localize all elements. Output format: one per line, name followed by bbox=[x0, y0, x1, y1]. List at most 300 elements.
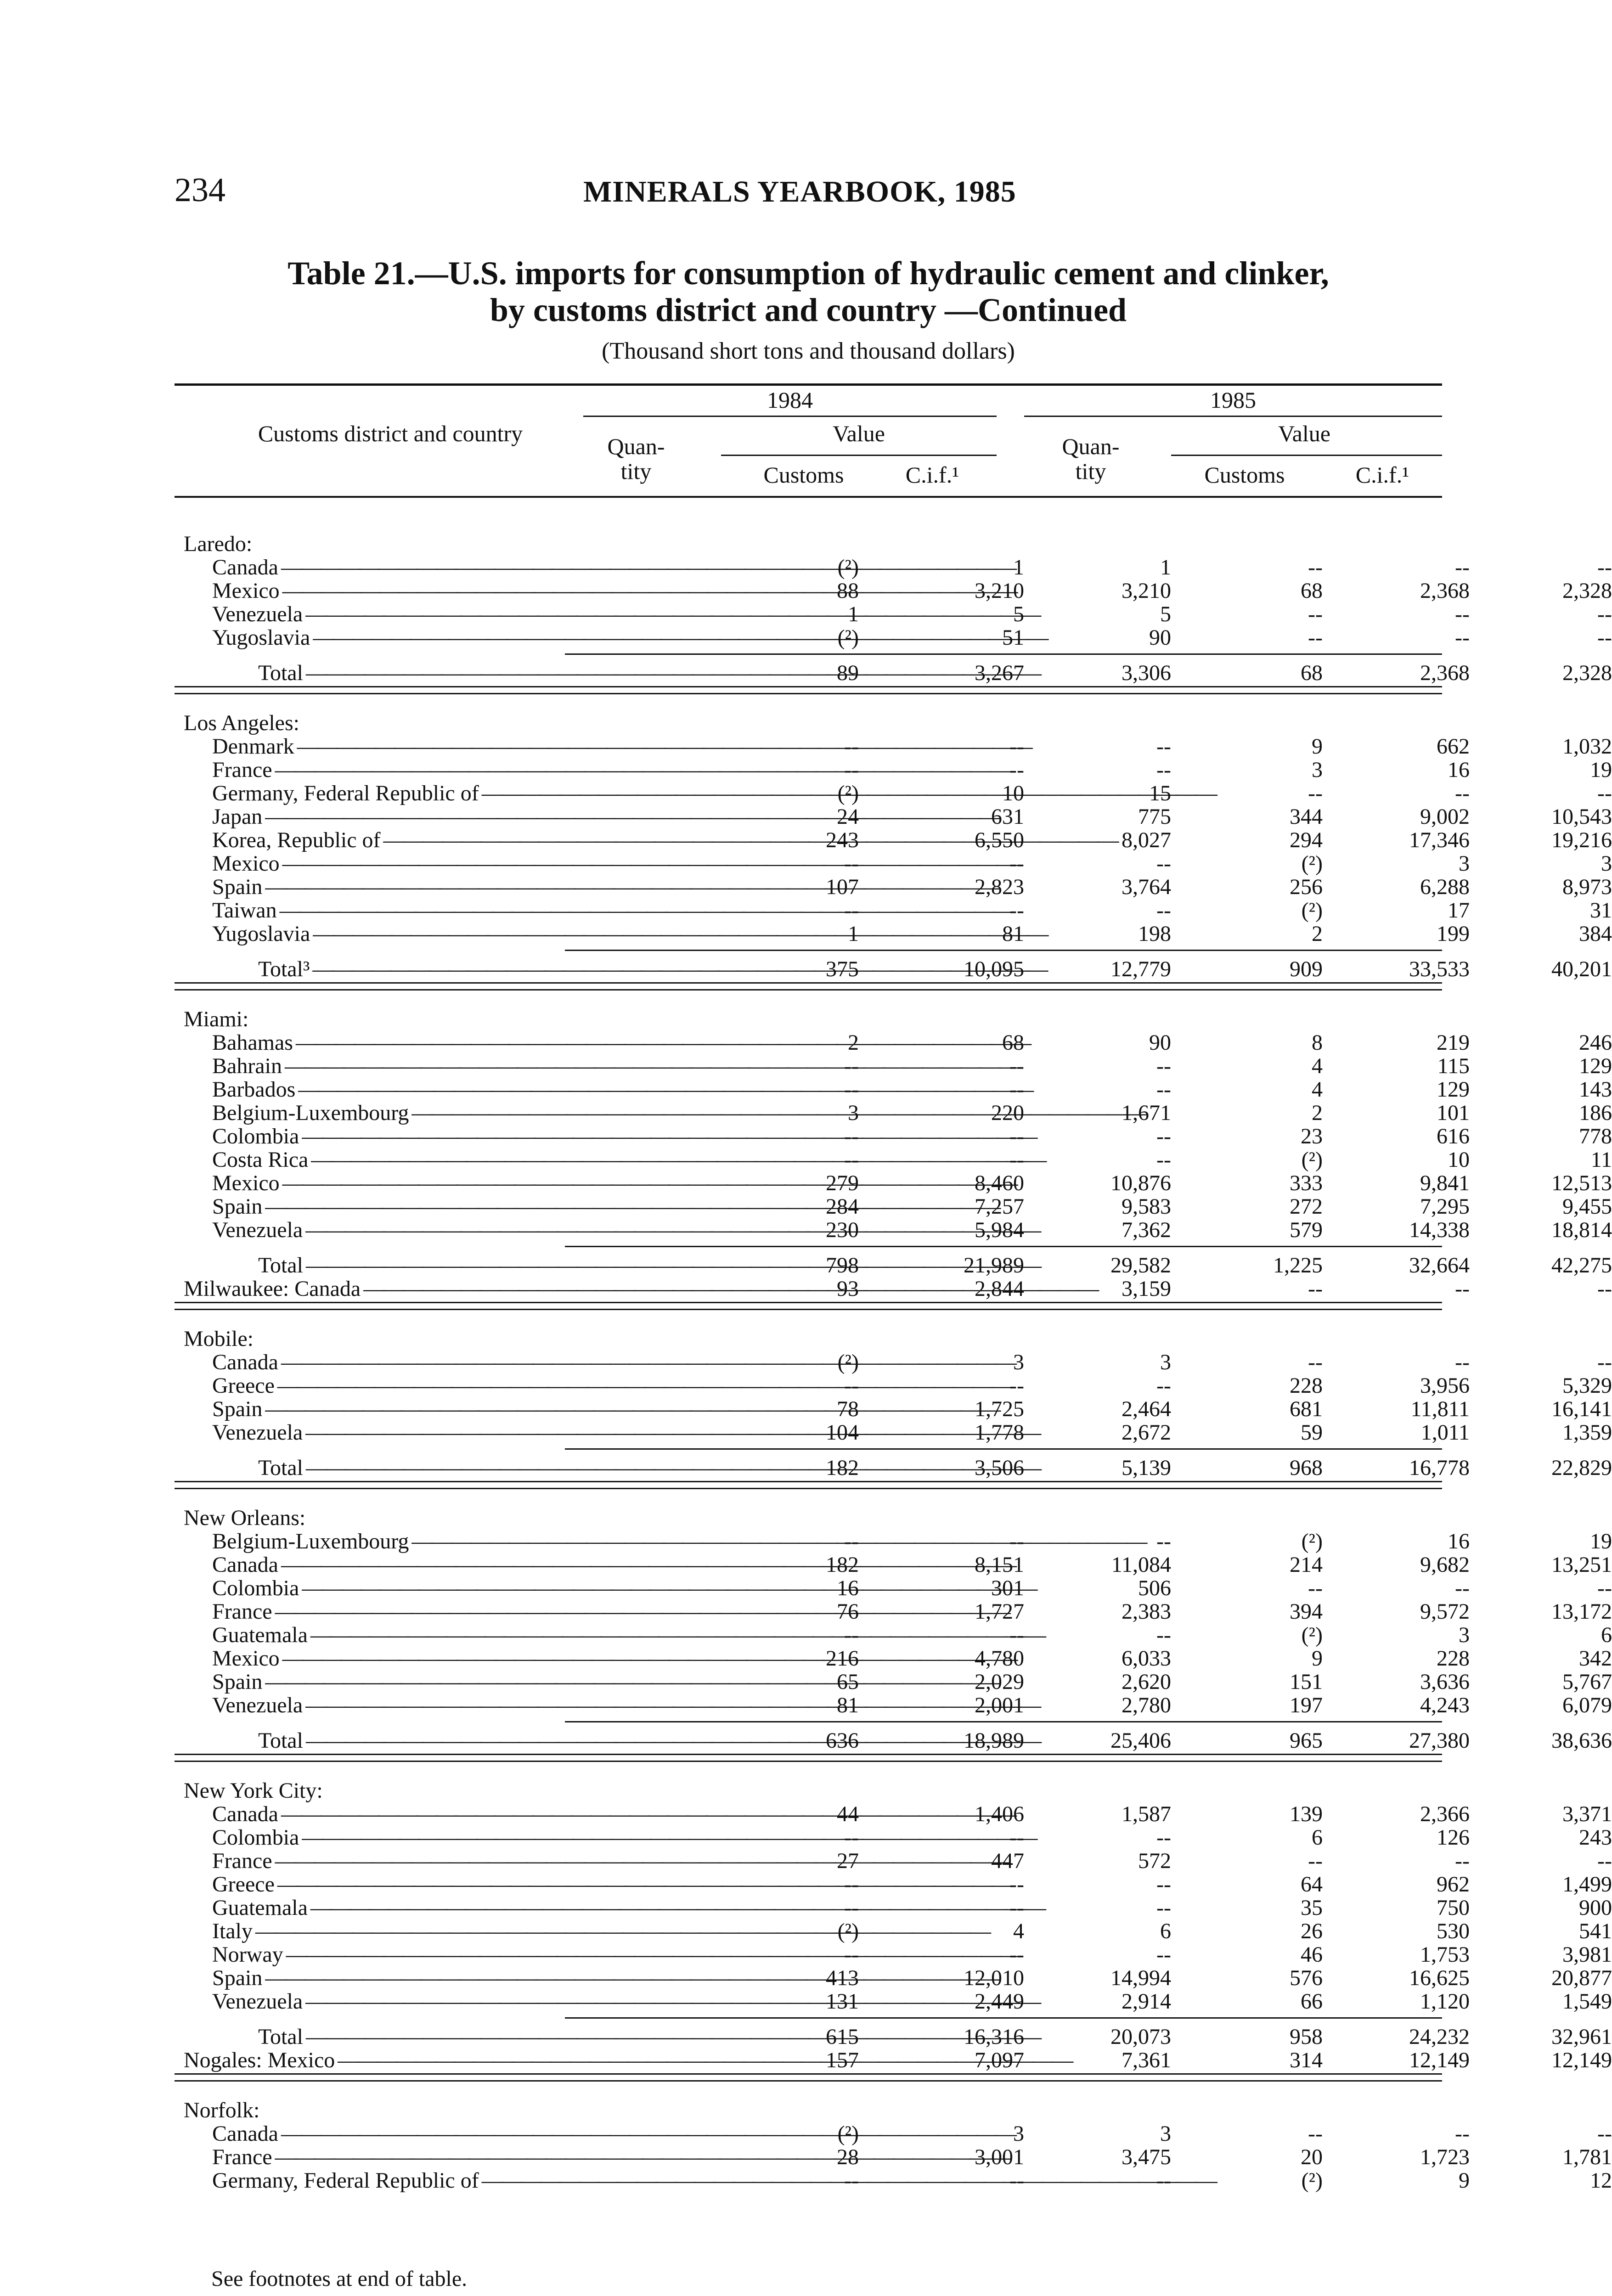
cell-customs-1984: 18,989 bbox=[964, 1728, 1024, 1753]
row-label: Venezuela ————— bbox=[212, 1219, 598, 1242]
total-row bbox=[175, 957, 1612, 981]
cell-cif-1984: 11,084 bbox=[1111, 1553, 1171, 1577]
row-label: Canada ————— bbox=[212, 1803, 598, 1826]
cell-qty-1985: 576 bbox=[1290, 1966, 1323, 1990]
cell-qty-1985: 968 bbox=[1290, 1456, 1323, 1480]
cell-cif-1985: 19 bbox=[1590, 1529, 1612, 1553]
cell-cif-1985: 16,141 bbox=[1551, 1397, 1612, 1421]
table-row bbox=[175, 2145, 1612, 2169]
district-heading-row bbox=[175, 533, 1442, 556]
row-label: Colombia ————— bbox=[212, 1125, 598, 1148]
cell-cif-1985: 384 bbox=[1579, 922, 1612, 946]
table-row bbox=[175, 625, 1612, 650]
cell-cif-1984: 2,780 bbox=[1122, 1693, 1171, 1717]
cell-cif-1984: -- bbox=[1156, 2168, 1171, 2193]
row-label: Spain ————— bbox=[212, 1195, 598, 1218]
cell-cif-1984: -- bbox=[1156, 1825, 1171, 1850]
cell-cif-1984: 90 bbox=[1149, 625, 1171, 650]
row-label: Mexico ————— bbox=[212, 1172, 598, 1195]
row-label: Total ————— bbox=[258, 662, 598, 685]
cell-cif-1985: 22,829 bbox=[1551, 1456, 1612, 1480]
cell-cif-1985: 31 bbox=[1590, 898, 1612, 923]
cell-cif-1984: 3 bbox=[1160, 1350, 1171, 1374]
cell-customs-1985: -- bbox=[1455, 555, 1470, 580]
row-label: France ————— bbox=[212, 759, 598, 782]
cell-cif-1985: 3,371 bbox=[1562, 1802, 1612, 1826]
cell-cif-1985: 129 bbox=[1579, 1054, 1612, 1078]
cell-customs-1985: -- bbox=[1455, 1277, 1470, 1301]
district-heading-row bbox=[175, 1779, 1442, 1802]
row-label: Mobile: bbox=[184, 1327, 254, 1351]
row-label: Greece ————— bbox=[212, 1374, 598, 1397]
cell-cif-1985: 40,201 bbox=[1551, 957, 1612, 981]
cell-customs-1984: -- bbox=[1009, 1872, 1024, 1896]
table-row bbox=[175, 898, 1612, 923]
cell-customs-1984: 4 bbox=[1013, 1919, 1024, 1943]
row-label: Yugoslavia ————— bbox=[212, 626, 598, 649]
row-label: Norfolk: bbox=[184, 2098, 260, 2122]
total-separator-rule bbox=[565, 1246, 1442, 1247]
cell-qty-1985: 35 bbox=[1301, 1896, 1323, 1920]
cell-cif-1985: 20,877 bbox=[1551, 1966, 1612, 1990]
cell-cif-1985: 3,981 bbox=[1562, 1942, 1612, 1967]
row-label: Spain ————— bbox=[212, 1967, 598, 1990]
cell-customs-1984: -- bbox=[1009, 1623, 1024, 1647]
cell-qty-1985: 579 bbox=[1290, 1218, 1323, 1242]
cell-customs-1984: 1 bbox=[1013, 555, 1024, 580]
table-row bbox=[175, 1101, 1612, 1125]
cell-customs-1985: 2,366 bbox=[1420, 1802, 1470, 1826]
cell-customs-1985: 24,232 bbox=[1409, 2025, 1470, 2049]
table-row bbox=[175, 1373, 1612, 1398]
cell-qty-1984: 615 bbox=[826, 2025, 859, 2049]
cell-cif-1984: 10,876 bbox=[1110, 1171, 1171, 1195]
cell-qty-1984: (²) bbox=[837, 2122, 859, 2146]
running-header bbox=[175, 171, 1442, 212]
cell-qty-1985: 68 bbox=[1301, 579, 1323, 603]
cell-qty-1984: 230 bbox=[826, 1218, 859, 1242]
cell-qty-1984: 104 bbox=[826, 1420, 859, 1445]
cell-customs-1984: 2,029 bbox=[975, 1670, 1024, 1694]
cell-qty-1984: -- bbox=[844, 734, 859, 759]
cell-customs-1984: 2,449 bbox=[975, 1989, 1024, 2014]
row-label: France ————— bbox=[212, 1600, 598, 1623]
cell-qty-1985: 333 bbox=[1290, 1171, 1323, 1195]
cell-customs-1985: 530 bbox=[1437, 1919, 1470, 1943]
cell-cif-1984: 3,475 bbox=[1122, 2145, 1171, 2169]
caption-units: (Thousand short tons and thousand dollars) bbox=[602, 338, 1015, 364]
row-label: Italy ————— bbox=[212, 1920, 598, 1943]
cell-qty-1984: -- bbox=[844, 1942, 859, 1967]
cell-customs-1985: 9 bbox=[1459, 2168, 1470, 2193]
cell-customs-1985: 219 bbox=[1437, 1030, 1470, 1055]
cell-customs-1985: 17 bbox=[1448, 898, 1470, 923]
cell-cif-1984: 2,672 bbox=[1122, 1420, 1171, 1445]
cif-header-1984: C.i.f.¹ bbox=[905, 462, 959, 488]
cell-cif-1984: 12,779 bbox=[1110, 957, 1171, 981]
row-label: France ————— bbox=[212, 2146, 598, 2169]
value-header-1984: Value bbox=[833, 421, 885, 446]
row-label: New York City: bbox=[184, 1778, 323, 1803]
cell-customs-1985: -- bbox=[1455, 625, 1470, 650]
cell-cif-1984: 3 bbox=[1160, 2122, 1171, 2146]
page-number: 234 bbox=[175, 171, 225, 209]
cell-qty-1984: -- bbox=[844, 1054, 859, 1078]
cell-qty-1984: -- bbox=[844, 1529, 859, 1553]
cell-qty-1984: 28 bbox=[837, 2145, 859, 2169]
cell-customs-1984: 3 bbox=[1013, 1350, 1024, 1374]
cell-customs-1984: 12,010 bbox=[964, 1966, 1024, 1990]
cell-qty-1985: -- bbox=[1308, 1277, 1323, 1301]
cell-customs-1985: 27,380 bbox=[1409, 1728, 1470, 1753]
footnote: See footnotes at end of table. bbox=[211, 2267, 468, 2291]
cell-customs-1985: 3,636 bbox=[1420, 1670, 1470, 1694]
cell-qty-1984: -- bbox=[844, 1148, 859, 1172]
cell-cif-1984: 506 bbox=[1138, 1576, 1171, 1600]
cell-qty-1984: -- bbox=[844, 898, 859, 923]
cell-qty-1985: 681 bbox=[1290, 1397, 1323, 1421]
table-row bbox=[175, 555, 1612, 580]
table-row bbox=[175, 1646, 1612, 1671]
cell-qty-1985: 6 bbox=[1312, 1825, 1323, 1850]
cell-qty-1984: -- bbox=[844, 1872, 859, 1896]
row-label: Canada ————— bbox=[212, 2122, 598, 2145]
cell-customs-1985: 3,956 bbox=[1420, 1373, 1470, 1398]
row-label: Canada ————— bbox=[212, 1553, 598, 1576]
cell-qty-1985: 294 bbox=[1290, 828, 1323, 852]
cell-cif-1985: 32,961 bbox=[1551, 2025, 1612, 2049]
row-label: Barbados ————— bbox=[212, 1078, 598, 1101]
district-heading-row bbox=[175, 1507, 1442, 1530]
row-label: Germany, Federal Republic of ————— bbox=[212, 782, 598, 805]
cell-qty-1985: -- bbox=[1308, 1849, 1323, 1873]
row-label: Germany, Federal Republic of ————— bbox=[212, 2169, 598, 2192]
cell-cif-1984: 1,671 bbox=[1122, 1101, 1171, 1125]
table-row bbox=[175, 2048, 1612, 2072]
cell-qty-1985: 139 bbox=[1290, 1802, 1323, 1826]
table-row bbox=[175, 1397, 1612, 1421]
table-row bbox=[175, 2122, 1612, 2146]
cell-qty-1985: 64 bbox=[1301, 1872, 1323, 1896]
cell-qty-1985: 59 bbox=[1301, 1420, 1323, 1445]
cell-qty-1984: (²) bbox=[837, 1350, 859, 1374]
double-rule bbox=[175, 982, 1442, 990]
cell-cif-1984: 775 bbox=[1138, 805, 1171, 829]
cell-cif-1984: 3,210 bbox=[1122, 579, 1171, 603]
row-label: Colombia ————— bbox=[212, 1826, 598, 1849]
total-row bbox=[175, 1253, 1612, 1277]
cell-cif-1984: -- bbox=[1156, 1529, 1171, 1553]
cell-customs-1984: 220 bbox=[991, 1101, 1024, 1125]
row-label: Total ————— bbox=[258, 2026, 598, 2048]
cell-cif-1984: -- bbox=[1156, 1373, 1171, 1398]
table-row bbox=[175, 758, 1612, 782]
cell-qty-1984: 1 bbox=[848, 922, 859, 946]
row-label: Greece ————— bbox=[212, 1873, 598, 1896]
cell-cif-1985: 13,251 bbox=[1551, 1553, 1612, 1577]
cell-cif-1985: 3 bbox=[1601, 851, 1612, 876]
cell-qty-1985: 1,225 bbox=[1273, 1253, 1323, 1277]
cell-cif-1984: -- bbox=[1156, 1054, 1171, 1078]
cell-customs-1985: 1,120 bbox=[1420, 1989, 1470, 2014]
cell-customs-1984: -- bbox=[1009, 1825, 1024, 1850]
cell-qty-1985: 4 bbox=[1312, 1077, 1323, 1102]
cell-qty-1984: 2 bbox=[848, 1030, 859, 1055]
year-1985-header: 1985 bbox=[1210, 387, 1256, 413]
cell-customs-1984: 8,151 bbox=[975, 1553, 1024, 1577]
cell-customs-1985: 16 bbox=[1448, 1529, 1470, 1553]
cell-qty-1984: 243 bbox=[826, 828, 859, 852]
row-label: Guatemala ————— bbox=[212, 1624, 598, 1647]
row-label: Guatemala ————— bbox=[212, 1896, 598, 1919]
cell-cif-1984: 572 bbox=[1138, 1849, 1171, 1873]
cell-customs-1985: 1,723 bbox=[1420, 2145, 1470, 2169]
cell-cif-1985: 9,455 bbox=[1562, 1194, 1612, 1219]
row-label: Total ————— bbox=[258, 1254, 598, 1277]
cell-customs-1984: 7,097 bbox=[975, 2048, 1024, 2072]
cell-cif-1985: 6 bbox=[1601, 1623, 1612, 1647]
total-separator-rule bbox=[565, 1721, 1442, 1722]
cell-qty-1984: 81 bbox=[837, 1693, 859, 1717]
cell-qty-1985: -- bbox=[1308, 1350, 1323, 1374]
cell-customs-1984: 447 bbox=[991, 1849, 1024, 1873]
table-row bbox=[175, 1171, 1612, 1195]
table-row bbox=[175, 1218, 1612, 1242]
cell-qty-1984: 93 bbox=[837, 1277, 859, 1301]
cell-customs-1984: 301 bbox=[991, 1576, 1024, 1600]
row-label: Bahamas ————— bbox=[212, 1031, 598, 1054]
total-row bbox=[175, 2025, 1612, 2049]
row-label: Korea, Republic of ————— bbox=[212, 829, 598, 852]
cif-header-1985: C.i.f.¹ bbox=[1355, 462, 1409, 488]
cell-cif-1985: -- bbox=[1597, 602, 1612, 626]
cell-cif-1985: 12,149 bbox=[1551, 2048, 1612, 2072]
cell-customs-1985: -- bbox=[1455, 1849, 1470, 1873]
cell-qty-1984: 798 bbox=[826, 1253, 859, 1277]
cell-qty-1985: 2 bbox=[1312, 922, 1323, 946]
cell-cif-1985: 2,328 bbox=[1562, 661, 1612, 685]
value-1984-rule bbox=[721, 455, 997, 456]
cell-cif-1985: 541 bbox=[1579, 1919, 1612, 1943]
cell-qty-1985: 23 bbox=[1301, 1124, 1323, 1148]
caption-line-1: Table 21.—U.S. imports for consumption of hydraulic cement and clinker, bbox=[287, 255, 1329, 292]
year-1985-rule bbox=[1024, 416, 1442, 417]
cell-cif-1984: 5,139 bbox=[1122, 1456, 1171, 1480]
row-label: Taiwan ————— bbox=[212, 899, 598, 922]
cell-customs-1984: 1,778 bbox=[975, 1420, 1024, 1445]
table-row bbox=[175, 2168, 1612, 2193]
cell-qty-1985: (²) bbox=[1301, 898, 1323, 923]
cell-cif-1985: 10,543 bbox=[1551, 805, 1612, 829]
cell-customs-1985: 2,368 bbox=[1420, 661, 1470, 685]
cell-cif-1985: 12,513 bbox=[1551, 1171, 1612, 1195]
row-label: Mexico ————— bbox=[212, 1647, 598, 1670]
cell-cif-1984: 20,073 bbox=[1110, 2025, 1171, 2049]
cell-qty-1985: 66 bbox=[1301, 1989, 1323, 2014]
cell-customs-1985: 199 bbox=[1437, 922, 1470, 946]
cell-qty-1984: 27 bbox=[837, 1849, 859, 1873]
cell-customs-1984: 1,406 bbox=[975, 1802, 1024, 1826]
table-row bbox=[175, 579, 1612, 603]
cell-customs-1985: 9,572 bbox=[1420, 1599, 1470, 1624]
double-rule bbox=[175, 1754, 1442, 1762]
cell-cif-1985: 6,079 bbox=[1562, 1693, 1612, 1717]
cell-qty-1984: 279 bbox=[826, 1171, 859, 1195]
cell-qty-1985: 9 bbox=[1312, 1646, 1323, 1671]
cell-customs-1984: -- bbox=[1009, 1942, 1024, 1967]
cell-qty-1985: 151 bbox=[1290, 1670, 1323, 1694]
cell-qty-1985: 958 bbox=[1290, 2025, 1323, 2049]
row-label: Spain ————— bbox=[212, 876, 598, 899]
table-row bbox=[175, 734, 1612, 759]
cell-cif-1984: -- bbox=[1156, 1942, 1171, 1967]
table-row bbox=[175, 1054, 1612, 1078]
cell-qty-1984: -- bbox=[844, 2168, 859, 2193]
cell-customs-1985: 962 bbox=[1437, 1872, 1470, 1896]
table-row bbox=[175, 1030, 1612, 1055]
cell-customs-1985: 11,811 bbox=[1410, 1397, 1470, 1421]
cell-customs-1984: -- bbox=[1009, 851, 1024, 876]
running-title: MINERALS YEARBOOK, 1985 bbox=[583, 175, 1016, 208]
table-row bbox=[175, 1277, 1612, 1301]
cell-qty-1985: 272 bbox=[1290, 1194, 1323, 1219]
cell-qty-1984: -- bbox=[844, 1623, 859, 1647]
total-row bbox=[175, 1456, 1612, 1480]
row-label: Total³ ————— bbox=[258, 958, 598, 981]
cell-qty-1984: 157 bbox=[826, 2048, 859, 2072]
cell-customs-1985: 115 bbox=[1437, 1054, 1470, 1078]
cell-customs-1985: 33,533 bbox=[1409, 957, 1470, 981]
table-row bbox=[175, 1194, 1612, 1219]
row-label: Yugoslavia ————— bbox=[212, 923, 598, 945]
district-heading-row bbox=[175, 1328, 1442, 1351]
cell-customs-1984: 4,780 bbox=[975, 1646, 1024, 1671]
cell-cif-1984: 3,306 bbox=[1122, 661, 1171, 685]
cell-qty-1985: (²) bbox=[1301, 2168, 1323, 2193]
double-rule bbox=[175, 1302, 1442, 1310]
table-row bbox=[175, 1148, 1612, 1172]
cell-cif-1985: 1,781 bbox=[1562, 2145, 1612, 2169]
cell-customs-1985: 101 bbox=[1437, 1101, 1470, 1125]
cell-qty-1985: 20 bbox=[1301, 2145, 1323, 2169]
cell-cif-1984: 15 bbox=[1149, 781, 1171, 805]
table-row bbox=[175, 1350, 1612, 1374]
table-row bbox=[175, 1077, 1612, 1102]
cell-customs-1985: 750 bbox=[1437, 1896, 1470, 1920]
row-label: Costa Rica ————— bbox=[212, 1148, 598, 1171]
cell-customs-1984: 5 bbox=[1013, 602, 1024, 626]
cell-cif-1984: 1,587 bbox=[1122, 1802, 1171, 1826]
cell-customs-1984: -- bbox=[1009, 1373, 1024, 1398]
cell-cif-1985: 8,973 bbox=[1562, 875, 1612, 899]
cell-cif-1984: 2,620 bbox=[1122, 1670, 1171, 1694]
year-1984-rule bbox=[583, 416, 997, 417]
cell-cif-1985: -- bbox=[1597, 1350, 1612, 1374]
cell-customs-1984: 1,727 bbox=[975, 1599, 1024, 1624]
value-header-1985: Value bbox=[1278, 421, 1330, 446]
cell-qty-1984: 76 bbox=[837, 1599, 859, 1624]
cell-customs-1984: 3,210 bbox=[975, 579, 1024, 603]
cell-customs-1984: -- bbox=[1009, 1529, 1024, 1553]
cell-qty-1984: 78 bbox=[837, 1397, 859, 1421]
quantity-header-1985: Quan- tity bbox=[1062, 433, 1120, 484]
table-row bbox=[175, 1802, 1612, 1826]
table-row bbox=[175, 1919, 1612, 1943]
cell-customs-1984: 1,725 bbox=[975, 1397, 1024, 1421]
cell-qty-1984: 44 bbox=[837, 1802, 859, 1826]
cell-qty-1984: -- bbox=[844, 1825, 859, 1850]
cell-customs-1985: 12,149 bbox=[1409, 2048, 1470, 2072]
cell-qty-1985: 26 bbox=[1301, 1919, 1323, 1943]
table-row bbox=[175, 1849, 1612, 1873]
cell-cif-1984: -- bbox=[1156, 1896, 1171, 1920]
cell-qty-1984: 284 bbox=[826, 1194, 859, 1219]
table-row bbox=[175, 1553, 1612, 1577]
district-heading-row bbox=[175, 712, 1442, 735]
cell-cif-1985: 900 bbox=[1579, 1896, 1612, 1920]
total-separator-rule bbox=[565, 950, 1442, 951]
cell-customs-1985: 16,778 bbox=[1409, 1456, 1470, 1480]
row-label: Los Angeles: bbox=[184, 711, 299, 735]
cell-qty-1985: 8 bbox=[1312, 1030, 1323, 1055]
cell-customs-1984: -- bbox=[1009, 1148, 1024, 1172]
cell-customs-1985: -- bbox=[1455, 1576, 1470, 1600]
cell-qty-1984: 182 bbox=[826, 1456, 859, 1480]
cell-qty-1985: -- bbox=[1308, 2122, 1323, 2146]
cell-cif-1985: 342 bbox=[1579, 1646, 1612, 1671]
cell-customs-1985: 3 bbox=[1459, 1623, 1470, 1647]
cell-qty-1984: -- bbox=[844, 1077, 859, 1102]
row-label: Milwaukee: Canada ————— bbox=[184, 1277, 597, 1300]
cell-customs-1985: 228 bbox=[1437, 1646, 1470, 1671]
row-label: Bahrain ————— bbox=[212, 1055, 598, 1078]
cell-cif-1985: 243 bbox=[1579, 1825, 1612, 1850]
cell-cif-1985: 42,275 bbox=[1551, 1253, 1612, 1277]
cell-qty-1985: -- bbox=[1308, 625, 1323, 650]
cell-cif-1984: 3,159 bbox=[1122, 1277, 1171, 1301]
cell-qty-1984: -- bbox=[844, 851, 859, 876]
total-separator-rule bbox=[565, 1448, 1442, 1450]
table-row bbox=[175, 1420, 1612, 1445]
cell-cif-1984: 3,764 bbox=[1122, 875, 1171, 899]
table-row bbox=[175, 875, 1612, 899]
cell-cif-1984: 1 bbox=[1160, 555, 1171, 580]
cell-cif-1985: -- bbox=[1597, 1576, 1612, 1600]
cell-customs-1984: 8,460 bbox=[975, 1171, 1024, 1195]
cell-qty-1985: 68 bbox=[1301, 661, 1323, 685]
cell-qty-1984: 216 bbox=[826, 1646, 859, 1671]
cell-qty-1985: -- bbox=[1308, 781, 1323, 805]
cell-qty-1984: -- bbox=[844, 758, 859, 782]
cell-cif-1984: 90 bbox=[1149, 1030, 1171, 1055]
table-row bbox=[175, 1124, 1612, 1148]
cell-qty-1984: 375 bbox=[826, 957, 859, 981]
cell-customs-1984: -- bbox=[1009, 2168, 1024, 2193]
row-label: France ————— bbox=[212, 1850, 598, 1873]
cell-cif-1984: -- bbox=[1156, 1623, 1171, 1647]
cell-customs-1984: -- bbox=[1009, 1054, 1024, 1078]
cell-customs-1984: -- bbox=[1009, 1896, 1024, 1920]
cell-qty-1984: 16 bbox=[837, 1576, 859, 1600]
table-row bbox=[175, 781, 1612, 805]
year-1984-header: 1984 bbox=[767, 387, 813, 413]
cell-cif-1985: 778 bbox=[1579, 1124, 1612, 1148]
cell-cif-1984: -- bbox=[1156, 1077, 1171, 1102]
row-label: Norway ————— bbox=[212, 1943, 598, 1966]
row-label: Spain ————— bbox=[212, 1671, 598, 1694]
cell-customs-1984: 2,823 bbox=[975, 875, 1024, 899]
stub-header: Customs district and country bbox=[258, 421, 523, 446]
